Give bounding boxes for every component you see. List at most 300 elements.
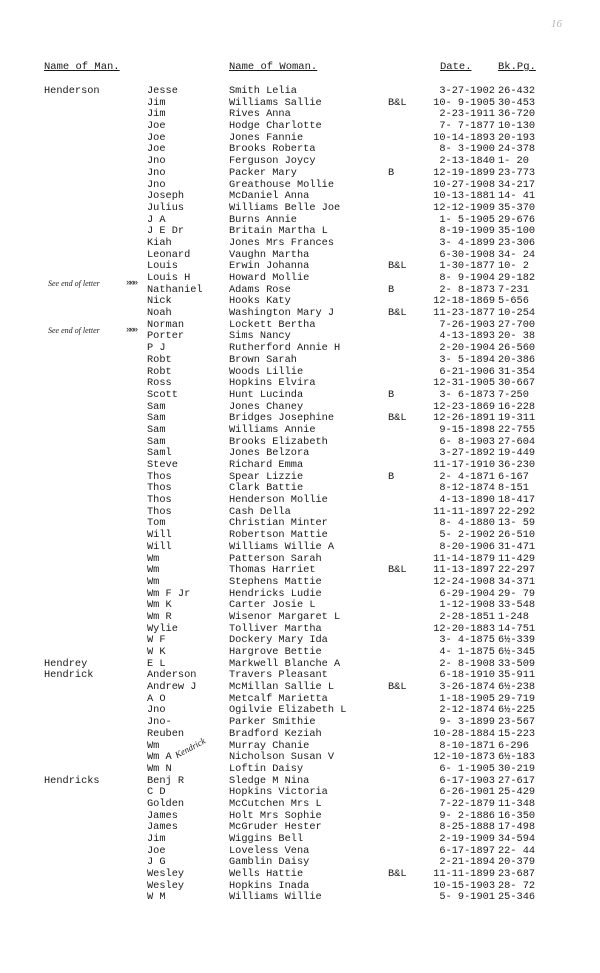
book-page: 6½-339: [498, 634, 536, 647]
woman-name: Robertson Mattie: [229, 529, 328, 542]
woman-name: Markwell Blanche A: [229, 657, 341, 670]
record-date: 12-10-1873: [433, 751, 495, 764]
book-page: 31-471: [498, 540, 536, 553]
man-given-name: Joe: [147, 131, 166, 144]
man-given-name: Noah: [147, 307, 172, 320]
woman-name: Travers Pleasant: [229, 669, 328, 682]
record-date: 11-13-1897: [433, 564, 495, 577]
margin-note-louis-h: See end of letter: [48, 279, 100, 288]
book-page: 25-429: [498, 786, 536, 799]
man-given-name: Wesley: [147, 879, 185, 892]
record-date: 8- 4-1880: [439, 517, 495, 530]
record-row: [0, 577, 600, 589]
record-date: 6- 1-1905: [439, 762, 495, 775]
woman-name: Parker Smithie: [229, 716, 316, 729]
record-row: [0, 869, 600, 881]
record-date: 6-18-1910: [439, 669, 495, 682]
record-date: 4-13-1893: [439, 330, 495, 343]
record-row: [0, 682, 600, 694]
book-page: 36-230: [498, 459, 536, 471]
man-given-name: Jesse: [147, 85, 178, 97]
book-page: 26-510: [498, 529, 536, 542]
book-page: 25-346: [498, 891, 536, 904]
record-date: 3-26-1874: [439, 681, 495, 694]
book-page: 22-297: [498, 564, 536, 577]
man-given-name: Wm K: [147, 599, 172, 612]
record-row: [0, 390, 600, 402]
record-date: 11-11-1899: [433, 868, 495, 881]
record-date: 1-12-1908: [439, 599, 495, 612]
record-row: [0, 799, 600, 811]
record-date: 1-30-1877: [439, 260, 495, 273]
man-given-name: Thos: [147, 494, 172, 507]
record-date: 10-27-1908: [433, 178, 495, 191]
woman-name: Gamblin Daisy: [229, 856, 310, 869]
woman-name: Rutherford Annie H: [229, 342, 341, 355]
record-date: 8- 9-1904: [439, 272, 495, 284]
record-date: 12-24-1908: [433, 575, 495, 588]
man-given-name: A O: [147, 692, 166, 705]
record-date: 9- 2-1886: [439, 809, 495, 822]
book-page: 6½-225: [498, 704, 536, 717]
handwritten-note: Kendrick: [173, 735, 208, 760]
man-given-name: Nathaniel: [147, 283, 203, 296]
man-given-name: W F: [147, 634, 166, 647]
book-page: 14- 41: [498, 190, 536, 203]
woman-name: Henderson Mollie: [229, 494, 328, 507]
man-given-name: J A: [147, 213, 166, 226]
woman-name: Hopkins Inada: [229, 879, 310, 892]
record-row: [0, 168, 600, 180]
book-page: 19-449: [498, 447, 536, 460]
record-row: [0, 86, 600, 98]
book-page: 29-719: [498, 692, 536, 705]
book-page: 23-687: [498, 868, 536, 881]
woman-name: Hopkins Elvira: [229, 377, 316, 390]
record-row: [0, 834, 600, 846]
book-page: 29- 79: [498, 587, 536, 600]
woman-name: Vaughn Martha: [229, 248, 310, 261]
woman-name: Stephens Mattie: [229, 575, 322, 588]
book-page: 23-567: [498, 716, 536, 729]
record-date: 5- 2-1902: [439, 529, 495, 542]
man-given-name: Joseph: [147, 190, 185, 203]
record-note: B&L: [388, 412, 407, 425]
book-page: 20-386: [498, 353, 536, 366]
book-page: 34-217: [498, 178, 536, 191]
record-date: 8-20-1906: [439, 540, 495, 553]
man-given-name: Jno-: [147, 716, 172, 729]
record-row: [0, 355, 600, 367]
man-given-name: James: [147, 821, 178, 834]
man-given-name: Thos: [147, 470, 172, 483]
man-given-name: Robt: [147, 365, 172, 378]
page-number: 16: [551, 18, 562, 30]
man-given-name: Ross: [147, 377, 172, 390]
record-date: 12-20-1883: [433, 622, 495, 635]
book-page: 29-676: [498, 213, 536, 226]
record-date: 4-13-1890: [439, 494, 495, 507]
book-page: 35-100: [498, 225, 536, 238]
man-given-name: Jno: [147, 178, 166, 191]
book-page: 7-231: [498, 283, 529, 296]
woman-name: Sledge M Nina: [229, 774, 310, 787]
woman-name: Williams Annie: [229, 423, 316, 436]
man-given-name: Kiah: [147, 236, 172, 249]
woman-name: Nicholson Susan V: [229, 751, 335, 764]
record-row: [0, 729, 600, 741]
record-date: 7-22-1879: [439, 797, 495, 810]
man-surname: Hendrick: [44, 669, 94, 682]
record-date: 3-27-1902: [439, 85, 495, 97]
man-given-name: E L: [147, 657, 166, 670]
record-row: [0, 425, 600, 437]
record-date: 10-28-1884: [433, 727, 495, 740]
woman-name: Burns Annie: [229, 213, 297, 226]
record-date: 12-12-1909: [433, 201, 495, 214]
record-date: 10-13-1881: [433, 190, 495, 203]
header-date: Date.: [440, 61, 472, 73]
woman-name: Jones Fannie: [229, 131, 304, 144]
woman-name: Wells Hattie: [229, 868, 304, 881]
man-given-name: Scott: [147, 388, 178, 401]
man-given-name: W M: [147, 891, 166, 904]
book-page: 14-751: [498, 622, 536, 635]
woman-name: Loveless Vena: [229, 844, 310, 857]
record-row: [0, 308, 600, 320]
man-given-name: Wm: [147, 575, 160, 588]
record-date: 3- 5-1894: [439, 353, 495, 366]
woman-name: Williams Belle Joe: [229, 201, 341, 214]
book-page: 30-219: [498, 762, 536, 775]
man-given-name: Will: [147, 540, 172, 553]
record-date: 3- 4-1875: [439, 634, 495, 647]
book-page: 5-656: [498, 295, 529, 308]
woman-name: Richard Emma: [229, 459, 304, 471]
woman-name: Erwin Johanna: [229, 260, 310, 273]
book-page: 20- 38: [498, 330, 536, 343]
man-given-name: Wm F Jr: [147, 587, 191, 600]
record-date: 2-12-1874: [439, 704, 495, 717]
book-page: 23-773: [498, 166, 536, 179]
record-date: 1- 5-1905: [439, 213, 495, 226]
record-date: 9- 3-1899: [439, 716, 495, 729]
record-date: 12-19-1899: [433, 166, 495, 179]
man-given-name: J G: [147, 856, 166, 869]
woman-name: Christian Minter: [229, 517, 328, 530]
man-given-name: P J: [147, 342, 166, 355]
book-page: 8-151: [498, 482, 529, 495]
arrow-mark-icon: »»»: [126, 325, 137, 335]
woman-name: Greathouse Mollie: [229, 178, 335, 191]
record-row: [0, 203, 600, 215]
record-date: 2-23-1911: [439, 108, 495, 121]
woman-name: Carter Josie L: [229, 599, 316, 612]
woman-name: Smith Lelia: [229, 85, 297, 97]
woman-name: Wisenor Margaret L: [229, 610, 341, 623]
book-page: 6½-345: [498, 646, 536, 658]
woman-name: Lockett Bertha: [229, 318, 316, 331]
book-page: 19-311: [498, 412, 536, 425]
man-given-name: James: [147, 809, 178, 822]
book-page: 17-498: [498, 821, 536, 834]
record-row: [0, 647, 600, 659]
record-note: B&L: [388, 307, 407, 320]
book-page: 1- 20: [498, 155, 529, 168]
book-page: 22-755: [498, 423, 536, 436]
woman-name: Thomas Harriet: [229, 564, 316, 577]
record-date: 2-28-1851: [439, 610, 495, 623]
record-date: 3- 6-1873: [439, 388, 495, 401]
man-given-name: Wm: [147, 739, 160, 752]
woman-name: Clark Battie: [229, 482, 304, 495]
man-given-name: Norman: [147, 318, 185, 331]
man-given-name: Sam: [147, 423, 166, 436]
man-given-name: Saml: [147, 447, 172, 460]
book-page: 34-371: [498, 575, 536, 588]
book-page: 11-429: [498, 552, 536, 565]
woman-name: Williams Willie A: [229, 540, 335, 553]
record-date: 6-21-1906: [439, 365, 495, 378]
woman-name: McGruder Hester: [229, 821, 322, 834]
man-given-name: Julius: [147, 201, 185, 214]
woman-name: Hodge Charlotte: [229, 120, 322, 133]
man-given-name: Jim: [147, 833, 166, 845]
record-date: 12-31-1905: [433, 377, 495, 390]
woman-name: Brooks Elizabeth: [229, 435, 328, 448]
woman-name: Bridges Josephine: [229, 412, 335, 425]
man-given-name: Leonard: [147, 248, 191, 261]
man-given-name: Wesley: [147, 868, 185, 881]
header-woman: Name of Woman.: [229, 61, 318, 73]
record-date: 12-18-1869: [433, 295, 495, 308]
man-surname: Henderson: [44, 85, 100, 97]
record-date: 9-15-1898: [439, 423, 495, 436]
book-page: 29-182: [498, 272, 536, 284]
marriage-record-list: [0, 86, 600, 904]
man-given-name: Thos: [147, 505, 172, 518]
record-date: 3- 4-1899: [439, 236, 495, 249]
record-date: 2-19-1909: [439, 833, 495, 845]
record-row: [0, 460, 600, 472]
woman-name: Adams Rose: [229, 283, 291, 296]
record-note: B&L: [388, 681, 407, 694]
book-page: 10-254: [498, 307, 536, 320]
woman-name: Wiggins Bell: [229, 833, 304, 845]
record-date: 5- 9-1901: [439, 891, 495, 904]
record-date: 12-26-1891: [433, 412, 495, 425]
book-page: 35-911: [498, 669, 536, 682]
record-row: [0, 764, 600, 776]
book-page: 22- 44: [498, 844, 536, 857]
woman-name: Howard Mollie: [229, 272, 310, 284]
record-date: 7- 7-1877: [439, 120, 495, 133]
man-given-name: Jno: [147, 704, 166, 717]
record-row: [0, 238, 600, 250]
woman-name: Hargrove Bettie: [229, 646, 322, 658]
man-given-name: Benj R: [147, 774, 185, 787]
record-date: 2-20-1904: [439, 342, 495, 355]
woman-name: Ogilvie Elizabeth L: [229, 704, 347, 717]
book-page: 20-193: [498, 131, 536, 144]
man-given-name: W K: [147, 646, 166, 658]
man-given-name: Nick: [147, 295, 172, 308]
woman-name: McMillan Sallie L: [229, 681, 335, 694]
record-date: 2-21-1894: [439, 856, 495, 869]
record-date: 7-26-1903: [439, 318, 495, 331]
man-surname: Hendrey: [44, 657, 88, 670]
man-given-name: Porter: [147, 330, 185, 343]
header-man: Name of Man.: [44, 61, 120, 73]
man-given-name: Louis H: [147, 272, 191, 284]
book-page: 10-130: [498, 120, 536, 133]
woman-name: Washington Mary J: [229, 307, 335, 320]
man-given-name: Andrew J: [147, 681, 197, 694]
woman-name: Murray Chanie: [229, 739, 310, 752]
record-date: 1-18-1905: [439, 692, 495, 705]
record-date: 11-17-1910: [433, 459, 495, 471]
man-given-name: C D: [147, 786, 166, 799]
book-page: 18-417: [498, 494, 536, 507]
woman-name: Tolliver Martha: [229, 622, 322, 635]
woman-name: Loftin Daisy: [229, 762, 304, 775]
book-page: 13- 59: [498, 517, 536, 530]
record-row: [0, 612, 600, 624]
book-page: 33-509: [498, 657, 536, 670]
woman-name: Ferguson Joycy: [229, 155, 316, 168]
woman-name: Sims Nancy: [229, 330, 291, 343]
woman-name: Holt Mrs Sophie: [229, 809, 322, 822]
record-row: [0, 121, 600, 133]
book-page: 28- 72: [498, 879, 536, 892]
book-page: 10- 2: [498, 260, 529, 273]
record-date: 6-26-1901: [439, 786, 495, 799]
woman-name: Hunt Lucinda: [229, 388, 304, 401]
man-given-name: Wm A: [147, 751, 172, 764]
woman-name: Brooks Roberta: [229, 143, 316, 156]
book-page: 27-604: [498, 435, 536, 448]
book-page: 11-348: [498, 797, 536, 810]
woman-name: Metcalf Marietta: [229, 692, 328, 705]
man-given-name: Joe: [147, 143, 166, 156]
book-page: 27-617: [498, 774, 536, 787]
man-given-name: Golden: [147, 797, 185, 810]
book-page: 16-228: [498, 400, 536, 413]
man-given-name: Tom: [147, 517, 166, 530]
man-given-name: Steve: [147, 459, 178, 471]
record-note: B: [388, 283, 395, 296]
record-note: B: [388, 388, 395, 401]
record-date: 12-23-1869: [433, 400, 495, 413]
man-given-name: Sam: [147, 412, 166, 425]
book-page: 6-167: [498, 470, 529, 483]
man-given-name: Sam: [147, 400, 166, 413]
arrow-mark-icon: »»»: [126, 278, 137, 288]
record-row: [0, 542, 600, 554]
record-note: B&L: [388, 868, 407, 881]
book-page: 35-370: [498, 201, 536, 214]
record-date: 8- 3-1900: [439, 143, 495, 156]
record-date: 11-11-1897: [433, 505, 495, 518]
record-date: 8-25-1888: [439, 821, 495, 834]
man-given-name: Sam: [147, 435, 166, 448]
record-row: [0, 892, 600, 904]
woman-name: McDaniel Anna: [229, 190, 310, 203]
header-bkpg: Bk.Pg.: [498, 61, 536, 73]
record-date: 8-10-1871: [439, 739, 495, 752]
man-given-name: Jno: [147, 166, 166, 179]
man-given-name: Jim: [147, 96, 166, 109]
record-date: 10-15-1903: [433, 879, 495, 892]
record-date: 2- 8-1873: [439, 283, 495, 296]
record-date: 2- 4-1871: [439, 470, 495, 483]
book-page: 36-720: [498, 108, 536, 121]
record-date: 3-27-1892: [439, 447, 495, 460]
book-page: 1-248: [498, 610, 529, 623]
woman-name: Britain Martha L: [229, 225, 328, 238]
book-page: 34-594: [498, 833, 536, 845]
record-date: 2- 8-1908: [439, 657, 495, 670]
record-date: 6-29-1904: [439, 587, 495, 600]
man-given-name: Robt: [147, 353, 172, 366]
record-date: 8-12-1874: [439, 482, 495, 495]
woman-name: Dockery Mary Ida: [229, 634, 328, 647]
book-page: 31-354: [498, 365, 536, 378]
man-given-name: Reuben: [147, 727, 185, 740]
record-row: [0, 273, 600, 285]
record-date: 8-19-1909: [439, 225, 495, 238]
woman-name: Jones Chaney: [229, 400, 304, 413]
book-page: 7-250: [498, 388, 529, 401]
record-note: B&L: [388, 260, 407, 273]
record-date: 11-14-1879: [433, 552, 495, 565]
record-note: B: [388, 166, 395, 179]
book-page: 34- 24: [498, 248, 536, 261]
record-date: 6-30-1908: [439, 248, 495, 261]
record-date: 6-17-1903: [439, 774, 495, 787]
woman-name: Hopkins Victoria: [229, 786, 328, 799]
book-page: 6½-238: [498, 681, 536, 694]
man-given-name: Will: [147, 529, 172, 542]
record-date: 4- 1-1875: [439, 646, 495, 658]
book-page: 22-292: [498, 505, 536, 518]
book-page: 20-379: [498, 856, 536, 869]
woman-name: Bradford Keziah: [229, 727, 322, 740]
book-page: 30-667: [498, 377, 536, 390]
man-given-name: Joe: [147, 120, 166, 133]
book-page: 26-560: [498, 342, 536, 355]
record-date: 6- 8-1903: [439, 435, 495, 448]
woman-name: McCutchen Mrs L: [229, 797, 322, 810]
record-date: 2-13-1840: [439, 155, 495, 168]
man-given-name: Anderson: [147, 669, 197, 682]
book-page: 27-700: [498, 318, 536, 331]
record-date: 10- 9-1905: [433, 96, 495, 109]
woman-name: Patterson Sarah: [229, 552, 322, 565]
book-page: 23-306: [498, 236, 536, 249]
book-page: 30-453: [498, 96, 536, 109]
record-note: B&L: [388, 96, 407, 109]
man-given-name: Jim: [147, 108, 166, 121]
record-date: 11-23-1877: [433, 307, 495, 320]
book-page: 33-548: [498, 599, 536, 612]
man-given-name: Joe: [147, 844, 166, 857]
woman-name: Brown Sarah: [229, 353, 297, 366]
book-page: 16-350: [498, 809, 536, 822]
man-surname: Hendricks: [44, 774, 100, 787]
man-given-name: Wm: [147, 564, 160, 577]
woman-name: Woods Lillie: [229, 365, 304, 378]
